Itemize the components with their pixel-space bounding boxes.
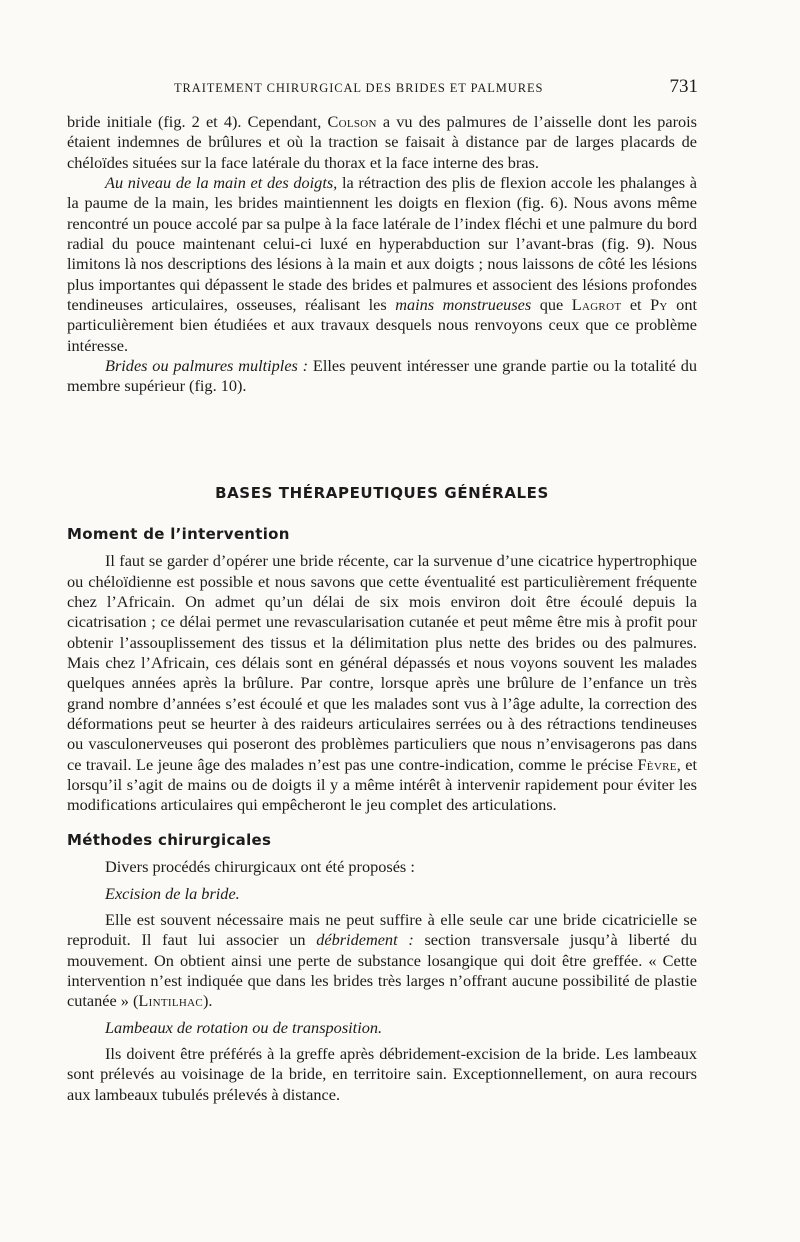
author-name: Fèvre	[637, 754, 677, 774]
text-run: Elles peuvent intéresser une grande partie ou la totalité du membre supérieur (fig. 10).	[67, 356, 697, 396]
section-body	[67, 524, 697, 1105]
emphasis: mains monstrueuses	[395, 295, 532, 315]
paragraph-methods-intro: Divers procédés chirurgicaux ont été proposés :	[105, 857, 415, 877]
subheading-methods: Méthodes chirurgicales	[67, 830, 272, 849]
paragraph-flaps: Ils doivent être préférés à la greffe après débridement-excision de la bride. Les lambeaux sont prélevés au voisinage de la bride, en territoire sain. Exceptionnellement, on aura recours aux lambeaux tubulés prélevés à distance.	[67, 1043, 697, 1104]
text-run: Il faut se garder d’opérer une bride récente, car la survenue d’une cicatrice hypertrophique ou chéloïdienne est possible et nous savons que cette éventualité est particulièrement fréquente chez l’Africain. On admet qu’un délai de six mois environ doit être écoulé depuis la cicatrisation ; ce délai permet une revascularisation cutanée et peut même être mis à profit pour obtenir l’assouplissement des tissus et la délimitation plus nette des brides ou des palmures. Mais chez l’Africain, ces délais sont en général dépassés et nous voyons souvent les malades quelques années après la brûlure. Par contre, lorsque après une brûlure de l’enfance un très grand nombre d’années s’est écoulé et que les malades sont vus à l’âge adulte, la correction des déformations peut se heurter à des raideurs articulaires serrées ou à des rétractions tendineuses ou vasculonerveuses qui poseront des problèmes particuliers que nous n’envisagerons pas dans ce travail. Le jeune âge des malades n’est pas une contre-indication, comme le précise	[67, 551, 697, 774]
paragraph-lead: Brides ou palmures multiples :	[105, 356, 309, 376]
text-run: et	[621, 295, 651, 315]
paragraph-continuation	[67, 112, 697, 173]
text-run: a vu des palmures de l’aisselle dont les parois étaient indemnes de brûlures et où la traction se faisait à distance par de larges placards de chéloïdes situées sur la face latérale du thorax et la face interne des bras.	[67, 112, 697, 172]
text-run: bride initiale (fig. 2 et 4). Cependant,	[67, 112, 328, 131]
text-run: la rétraction des plis de flexion accole les phalanges à la paume de la main, les brides maintiennent les doigts en flexion (fig. 6). Nous avons même rencontré un pouce accolé par sa pulpe à la face latérale de l’index fléchi et une palmure du bord radial du pouce maintenant celui-ci luxé en hyperabduction sur l’avant-bras (fig. 9). Nous limitons là nos descriptions des lésions à la main et aux doigts ; nous laissons de côté les lésions plus importantes qui dépassent le stade des brides et palmures et associent des lésions profondes tendineuses articulaires, osseuses, réalisant les	[67, 173, 697, 315]
section-title: BASES THÉRAPEUTIQUES GÉNÉRALES	[215, 484, 549, 502]
paragraph-lead: Au niveau de la main et des doigts,	[105, 173, 338, 193]
author-name: Py	[650, 295, 668, 315]
emphasis: débridement :	[316, 930, 414, 950]
text-run: section transversale jusqu’à liberté du mouvement. On obtient ainsi une perte de substance losangique qui doit être greffée. « Cette intervention n’est indiquée que dans les brides très larges n’offrant aucune possibilité de plastie cutanée » (	[67, 930, 697, 1011]
running-head	[70, 76, 698, 102]
subsubheading-flaps: Lambeaux de rotation ou de transposition.	[105, 1017, 383, 1037]
paragraph-moment	[67, 551, 697, 815]
page-number: 731	[669, 76, 698, 97]
subheading-moment: Moment de l’intervention	[67, 525, 290, 543]
subsubheading-excision: Excision de la bride.	[105, 883, 240, 903]
text-run: ).	[203, 991, 213, 1011]
intro-text	[67, 112, 697, 397]
paragraph-excision	[67, 910, 697, 1012]
text-run: , et lorsqu’il s’agit de mains ou de doigts il y a même intérêt à intervenir rapidement pour éviter les modifications articulaires qui empêcheront le jeu complet des articulations.	[67, 754, 698, 815]
author-name: Lintilhac	[138, 991, 204, 1011]
paragraph-hand-fingers	[67, 173, 697, 356]
author-name: Lagrot	[571, 295, 622, 315]
text-run: que	[531, 295, 572, 315]
running-title: TRAITEMENT CHIRURGICAL DES BRIDES ET PALMURES	[174, 81, 544, 95]
text-run: Elle est souvent nécessaire mais ne peut suffire à elle seule car une bride cicatricielle se reproduit. Il faut lui associer un	[67, 909, 697, 950]
author-name: Colson	[327, 112, 377, 131]
paragraph-multiple	[67, 356, 697, 397]
text-run: ont particulièrement bien étudiées et aux travaux desquels nous renvoyons ceux que ce problème intéresse.	[67, 295, 697, 355]
